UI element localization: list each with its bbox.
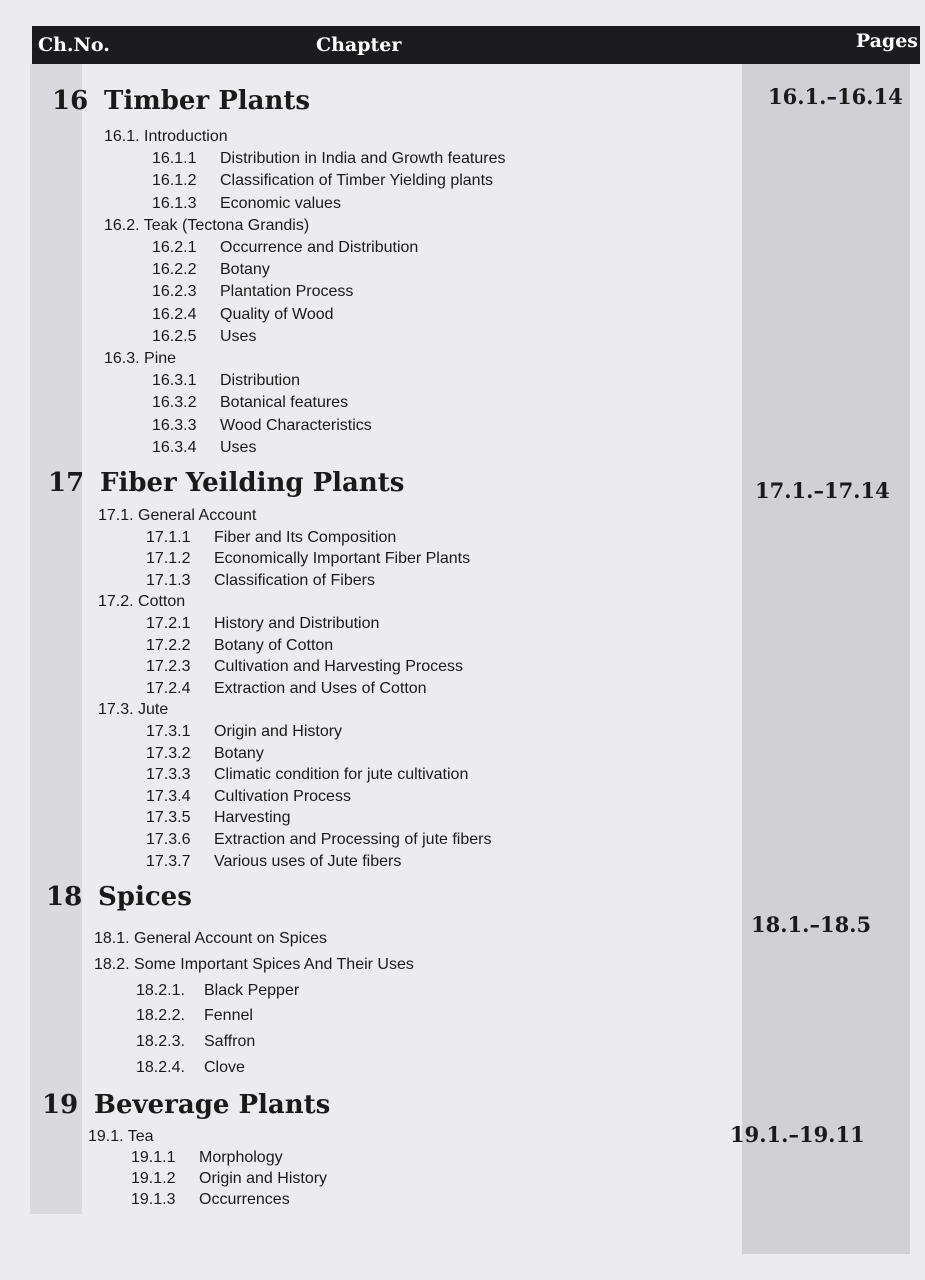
pages-column-band	[742, 64, 910, 1254]
section-entry: 16.1. Introduction	[104, 128, 228, 145]
subsection-title: Plantation Process	[220, 283, 354, 301]
subsection-number: 16.2.3	[152, 283, 197, 301]
subsection-number: 16.3.1	[152, 372, 197, 390]
subsection-number: 18.2.3.	[136, 1033, 185, 1051]
subsection-entry	[152, 283, 353, 301]
table-header	[32, 26, 920, 64]
header-chno: Ch.No.	[38, 34, 110, 56]
subsection-number: 17.1.2	[146, 550, 191, 568]
subsection-title: Cultivation Process	[214, 787, 351, 805]
subsection-number: 19.1.2	[131, 1170, 176, 1187]
subsection-number: 17.3.3	[146, 766, 191, 784]
subsection-entry	[152, 172, 493, 190]
subsection-number: 17.2.2	[146, 636, 191, 654]
subsection-number: 17.3.2	[146, 744, 191, 762]
subsection-number: 17.3.6	[146, 831, 191, 848]
chapter-title	[42, 1090, 330, 1120]
subsection-title: Wood Characteristics	[220, 416, 372, 434]
subsection-title: Distribution in India and Growth features	[220, 150, 506, 168]
subsection-entry	[146, 745, 264, 763]
chapter-pages: 16.1.–16.14	[768, 84, 903, 109]
subsection-entry	[152, 439, 256, 457]
subsection-number: 16.2.5	[152, 327, 197, 345]
subsection-entry	[136, 1007, 253, 1025]
subsection-entry	[146, 766, 468, 784]
subsection-entry	[131, 1170, 327, 1188]
subsection-title: Quality of Wood	[220, 305, 334, 323]
subsection-title: Distribution	[220, 372, 301, 390]
subsection-title: Uses	[220, 438, 257, 456]
subsection-title: Saffron	[204, 1033, 256, 1051]
subsection-title: Economic values	[220, 194, 341, 212]
subsection-title: Classification of Timber Yielding plants	[220, 172, 494, 190]
subsection-title: Occurrence and Distribution	[220, 239, 419, 256]
subsection-number: 17.3.4	[146, 787, 191, 805]
section-entry: 17.2. Cotton	[98, 593, 186, 611]
subsection-title: Botany of Cotton	[214, 636, 334, 654]
subsection-entry	[152, 261, 270, 279]
subsection-entry	[146, 809, 290, 827]
subsection-title: Various uses of Jute fibers	[214, 852, 402, 870]
subsection-entry	[152, 328, 256, 346]
subsection-title: Extraction and Uses of Cotton	[214, 679, 427, 697]
subsection-number: 17.3.5	[146, 809, 191, 827]
subsection-number: 18.2.2.	[136, 1007, 185, 1025]
subsection-title: Fiber and Its Composition	[214, 528, 397, 546]
subsection-number: 16.3.2	[152, 394, 197, 412]
subsection-title: Clove	[204, 1059, 245, 1076]
header-pages: Pages	[855, 30, 918, 52]
subsection-title: Classification of Fibers	[214, 571, 375, 589]
section-entry: 19.1. Tea	[88, 1128, 154, 1145]
chapter-number: 18	[46, 882, 83, 912]
subsection-entry	[136, 1059, 245, 1077]
section-entry: 18.2. Some Important Spices And Their Uses	[94, 955, 414, 973]
subsection-entry	[146, 831, 491, 849]
subsection-entry	[146, 615, 379, 633]
section-entry: 17.3. Jute	[98, 701, 169, 719]
chapter-title	[46, 882, 192, 912]
chapter-number: 16	[52, 86, 89, 116]
header-chapter: Chapter	[316, 34, 402, 56]
subsection-number: 17.2.3	[146, 658, 191, 676]
subsection-entry	[146, 788, 351, 806]
subsection-title: Fennel	[204, 1007, 253, 1025]
subsection-title: Origin and History	[199, 1170, 328, 1187]
subsection-number: 16.2.2	[152, 261, 197, 279]
section-entry: 16.2. Teak (Tectona Grandis)	[104, 216, 310, 234]
chapter-number: 17	[48, 468, 85, 498]
chapter-number-band	[30, 64, 82, 1214]
subsection-entry	[146, 723, 342, 741]
chapter-number: 19	[42, 1090, 79, 1120]
subsection-number: 17.3.7	[146, 852, 191, 870]
chapter-title	[48, 468, 404, 498]
subsection-entry	[152, 150, 505, 168]
subsection-number: 16.3.3	[152, 416, 197, 434]
subsection-entry	[146, 550, 470, 568]
subsection-entry	[136, 982, 299, 1000]
subsection-title: History and Distribution	[214, 615, 380, 632]
subsection-number: 16.3.4	[152, 438, 197, 456]
chapter-pages: 18.1.–18.5	[751, 912, 872, 937]
subsection-entry	[146, 529, 396, 547]
subsection-entry	[146, 658, 463, 676]
chapter-pages: 19.1.–19.11	[730, 1122, 865, 1147]
subsection-number: 16.1.1	[152, 150, 197, 168]
subsection-title: Economically Important Fiber Plants	[214, 550, 471, 568]
subsection-title: Harvesting	[214, 809, 291, 827]
subsection-entry	[146, 637, 333, 655]
subsection-entry	[152, 394, 348, 412]
subsection-number: 16.2.4	[152, 305, 197, 323]
chapter-title	[52, 86, 310, 116]
subsection-title: Cultivation and Harvesting Process	[214, 658, 464, 676]
chapter-name: Timber Plants	[104, 86, 311, 116]
section-entry: 16.3. Pine	[104, 350, 177, 367]
chapter-name: Spices	[98, 882, 192, 912]
subsection-number: 17.1.1	[146, 528, 191, 546]
subsection-number: 17.3.1	[146, 723, 191, 740]
subsection-title: Origin and History	[214, 723, 343, 740]
subsection-entry	[152, 372, 300, 390]
subsection-entry	[131, 1191, 290, 1209]
subsection-entry	[146, 853, 401, 871]
subsection-title: Extraction and Processing of jute fibers	[214, 831, 492, 848]
subsection-number: 19.1.3	[131, 1191, 176, 1208]
subsection-number: 16.1.2	[152, 172, 197, 190]
subsection-title: Botanical features	[220, 394, 349, 412]
subsection-title: Botany	[220, 261, 270, 279]
subsection-number: 17.1.3	[146, 571, 191, 589]
subsection-title: Uses	[220, 327, 257, 345]
subsection-entry	[152, 195, 341, 213]
subsection-number: 17.2.4	[146, 679, 191, 697]
subsection-entry	[146, 680, 427, 698]
chapter-name: Fiber Yeilding Plants	[100, 468, 405, 498]
subsection-entry	[146, 572, 375, 590]
section-entry: 18.1. General Account on Spices	[94, 930, 328, 947]
subsection-title: Botany	[214, 744, 264, 762]
subsection-title: Morphology	[199, 1149, 283, 1166]
subsection-entry	[152, 306, 334, 324]
subsection-number: 17.2.1	[146, 615, 191, 632]
subsection-number: 18.2.4.	[136, 1059, 185, 1076]
subsection-entry	[131, 1149, 283, 1167]
subsection-entry	[136, 1033, 255, 1051]
subsection-number: 16.1.3	[152, 194, 197, 212]
subsection-number: 19.1.1	[131, 1149, 176, 1166]
subsection-number: 18.2.1.	[136, 981, 185, 999]
subsection-number: 16.2.1	[152, 239, 197, 256]
subsection-title: Occurrences	[199, 1191, 290, 1208]
subsection-entry	[152, 239, 418, 257]
chapter-name: Beverage Plants	[94, 1090, 331, 1120]
section-entry: 17.1. General Account	[98, 507, 257, 524]
subsection-entry	[152, 417, 372, 435]
chapter-pages: 17.1.–17.14	[755, 478, 890, 503]
subsection-title: Climatic condition for jute cultivation	[214, 766, 469, 784]
subsection-title: Black Pepper	[204, 981, 300, 999]
